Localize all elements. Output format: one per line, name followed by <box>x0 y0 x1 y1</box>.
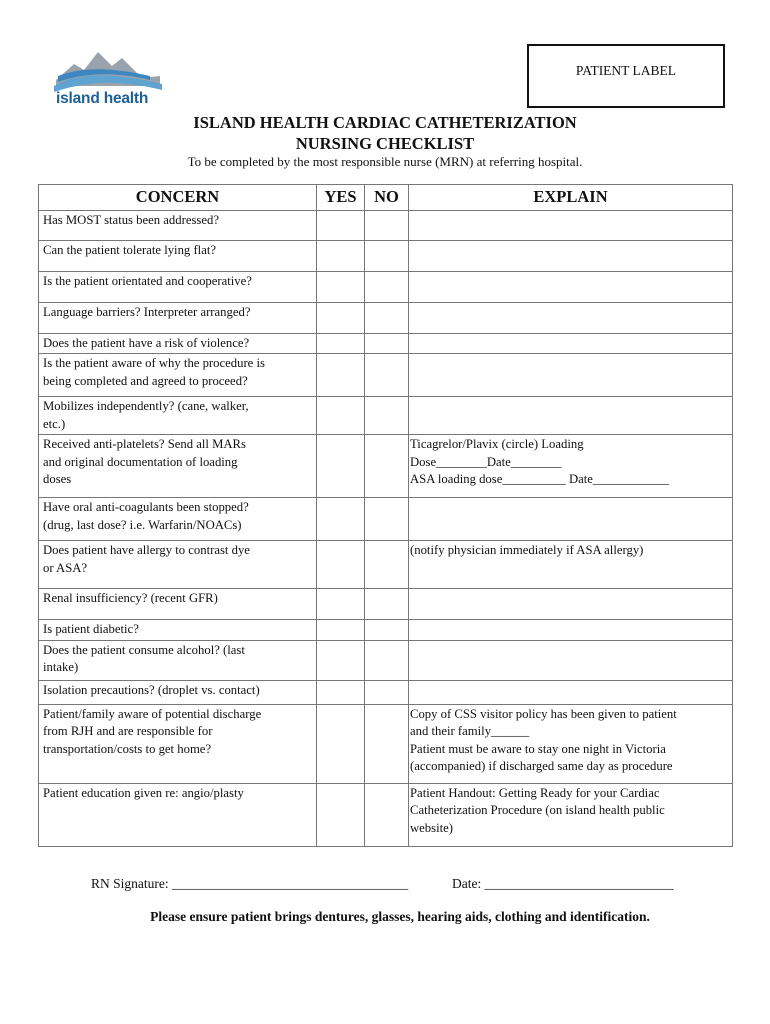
table-row <box>39 640 733 680</box>
table-row <box>39 210 733 240</box>
explain-cell[interactable] <box>409 397 733 435</box>
table-row <box>39 541 733 589</box>
concern-cell <box>39 498 317 541</box>
explain-text: (accompanied) if discharged same day as procedure <box>410 759 673 774</box>
form-subtitle: To be completed by the most responsible nurse (MRN) at referring hospital. <box>187 154 583 169</box>
concern-text: Language barriers? Interpreter arranged? <box>43 304 251 319</box>
form-title-line1: ISLAND HEALTH CARDIAC CATHETERIZATION <box>193 113 577 132</box>
concern-cell <box>39 640 317 680</box>
concern-text: Does patient have allergy to contrast dye <box>43 543 250 558</box>
explain-text: Copy of CSS visitor policy has been given to patient <box>410 706 677 721</box>
form-title-line2: NURSING CHECKLIST <box>295 134 475 153</box>
explain-text: Patient Handout: Getting Ready for your Cardiac <box>410 785 660 800</box>
concern-cell <box>39 704 317 783</box>
concern-text: doses <box>43 472 72 487</box>
explain-cell[interactable] <box>409 620 733 641</box>
concern-text: Patient education given re: angio/plasty <box>43 785 244 800</box>
no-checkbox-cell[interactable] <box>365 397 409 435</box>
concern-cell <box>39 302 317 333</box>
table-row <box>39 435 733 498</box>
no-checkbox-cell[interactable] <box>365 333 409 354</box>
concern-text: Received anti-platelets? Send all MARs <box>43 437 246 452</box>
no-checkbox-cell[interactable] <box>365 640 409 680</box>
explain-cell[interactable] <box>409 498 733 541</box>
header-explain: EXPLAIN <box>409 185 733 211</box>
explain-text: Dose________Date________ <box>410 454 562 469</box>
explain-text: (notify physician immediately if ASA allergy) <box>410 543 644 558</box>
no-checkbox-cell[interactable] <box>365 783 409 846</box>
concern-text: Mobilizes independently? (cane, walker, <box>43 399 249 414</box>
concern-text: intake) <box>43 660 79 675</box>
concern-text: Isolation precautions? (droplet vs. contact) <box>43 682 260 697</box>
explain-cell[interactable] <box>409 302 733 333</box>
yes-checkbox-cell[interactable] <box>317 589 365 620</box>
table-row <box>39 271 733 302</box>
concern-cell <box>39 210 317 240</box>
concern-cell <box>39 397 317 435</box>
date-field[interactable]: Date: ____________________________ <box>452 876 674 891</box>
no-checkbox-cell[interactable] <box>365 271 409 302</box>
explain-text: Patient must be aware to stay one night in Victoria <box>410 741 666 756</box>
concern-text: from RJH and are responsible for <box>43 724 213 739</box>
explain-cell[interactable] <box>409 435 733 498</box>
explain-text: and their family______ <box>410 724 530 739</box>
explain-cell[interactable] <box>409 589 733 620</box>
table-row <box>39 704 733 783</box>
explain-cell[interactable] <box>409 680 733 704</box>
header-concern: CONCERN <box>39 185 317 211</box>
no-checkbox-cell[interactable] <box>365 240 409 271</box>
concern-cell <box>39 589 317 620</box>
explain-cell[interactable] <box>409 704 733 783</box>
rn-signature-field[interactable]: RN Signature: ___________________________________ <box>91 876 409 891</box>
explain-cell[interactable] <box>409 271 733 302</box>
concern-text: Can the patient tolerate lying flat? <box>43 242 216 257</box>
concern-text: Renal insufficiency? (recent GFR) <box>43 591 218 606</box>
concern-cell <box>39 354 317 397</box>
yes-checkbox-cell[interactable] <box>317 435 365 498</box>
concern-cell <box>39 783 317 846</box>
table-row <box>39 354 733 397</box>
no-checkbox-cell[interactable] <box>365 354 409 397</box>
explain-cell[interactable] <box>409 541 733 589</box>
concern-text: etc.) <box>43 416 66 431</box>
table-row <box>39 333 733 354</box>
footer-note: Please ensure patient brings dentures, glasses, hearing aids, clothing and identification. <box>150 909 650 924</box>
table-row <box>39 589 733 620</box>
explain-cell[interactable] <box>409 210 733 240</box>
concern-cell <box>39 333 317 354</box>
concern-text: transportation/costs to get home? <box>43 741 212 756</box>
concern-text: Has MOST status been addressed? <box>43 212 219 227</box>
yes-checkbox-cell[interactable] <box>317 240 365 271</box>
concern-text: Is patient diabetic? <box>43 622 139 637</box>
no-checkbox-cell[interactable] <box>365 680 409 704</box>
no-checkbox-cell[interactable] <box>365 704 409 783</box>
concern-cell <box>39 240 317 271</box>
concern-cell <box>39 435 317 498</box>
explain-cell[interactable] <box>409 354 733 397</box>
yes-checkbox-cell[interactable] <box>317 783 365 846</box>
table-row <box>39 397 733 435</box>
concern-text: Have oral anti-coagulants been stopped? <box>43 500 249 515</box>
patient-label-box: PATIENT LABEL <box>527 44 725 108</box>
explain-text: Catheterization Procedure (on island health public <box>410 803 665 818</box>
no-checkbox-cell[interactable] <box>365 210 409 240</box>
checklist-table <box>38 184 733 847</box>
explain-text: Ticagrelor/Plavix (circle) Loading <box>410 437 584 452</box>
yes-checkbox-cell[interactable] <box>317 302 365 333</box>
header-yes: YES <box>317 185 365 211</box>
yes-checkbox-cell[interactable] <box>317 704 365 783</box>
concern-text: being completed and agreed to proceed? <box>43 373 248 388</box>
explain-cell[interactable] <box>409 640 733 680</box>
concern-text: or ASA? <box>43 560 88 575</box>
table-header-row <box>39 185 733 211</box>
table-row <box>39 498 733 541</box>
yes-checkbox-cell[interactable] <box>317 333 365 354</box>
table-row <box>39 620 733 641</box>
yes-checkbox-cell[interactable] <box>317 680 365 704</box>
concern-cell <box>39 541 317 589</box>
table-row <box>39 302 733 333</box>
concern-cell <box>39 620 317 641</box>
concern-text: Patient/family aware of potential discharge <box>43 706 262 721</box>
concern-cell <box>39 271 317 302</box>
table-row <box>39 680 733 704</box>
explain-text: website) <box>410 820 453 835</box>
yes-checkbox-cell[interactable] <box>317 498 365 541</box>
no-checkbox-cell[interactable] <box>365 435 409 498</box>
table-row <box>39 783 733 846</box>
explain-cell[interactable] <box>409 783 733 846</box>
yes-checkbox-cell[interactable] <box>317 640 365 680</box>
concern-text: (drug, last dose? i.e. Warfarin/NOACs) <box>43 517 242 532</box>
concern-cell <box>39 680 317 704</box>
concern-text: Is the patient orientated and cooperative? <box>43 273 252 288</box>
no-checkbox-cell[interactable] <box>365 541 409 589</box>
yes-checkbox-cell[interactable] <box>317 271 365 302</box>
yes-checkbox-cell[interactable] <box>317 354 365 397</box>
concern-text: Does the patient consume alcohol? (last <box>43 642 245 657</box>
no-checkbox-cell[interactable] <box>365 498 409 541</box>
table-row <box>39 240 733 271</box>
yes-checkbox-cell[interactable] <box>317 541 365 589</box>
yes-checkbox-cell[interactable] <box>317 620 365 641</box>
concern-text: Does the patient have a risk of violence? <box>43 335 250 350</box>
no-checkbox-cell[interactable] <box>365 302 409 333</box>
concern-text: and original documentation of loading <box>43 454 238 469</box>
no-checkbox-cell[interactable] <box>365 589 409 620</box>
no-checkbox-cell[interactable] <box>365 620 409 641</box>
explain-text: ASA loading dose__________ Date____________ <box>410 472 670 487</box>
yes-checkbox-cell[interactable] <box>317 397 365 435</box>
concern-text: Is the patient aware of why the procedure is <box>43 356 265 371</box>
header-no: NO <box>365 185 409 211</box>
explain-cell[interactable] <box>409 333 733 354</box>
logo-text: island health <box>56 90 149 107</box>
yes-checkbox-cell[interactable] <box>317 210 365 240</box>
explain-cell[interactable] <box>409 240 733 271</box>
